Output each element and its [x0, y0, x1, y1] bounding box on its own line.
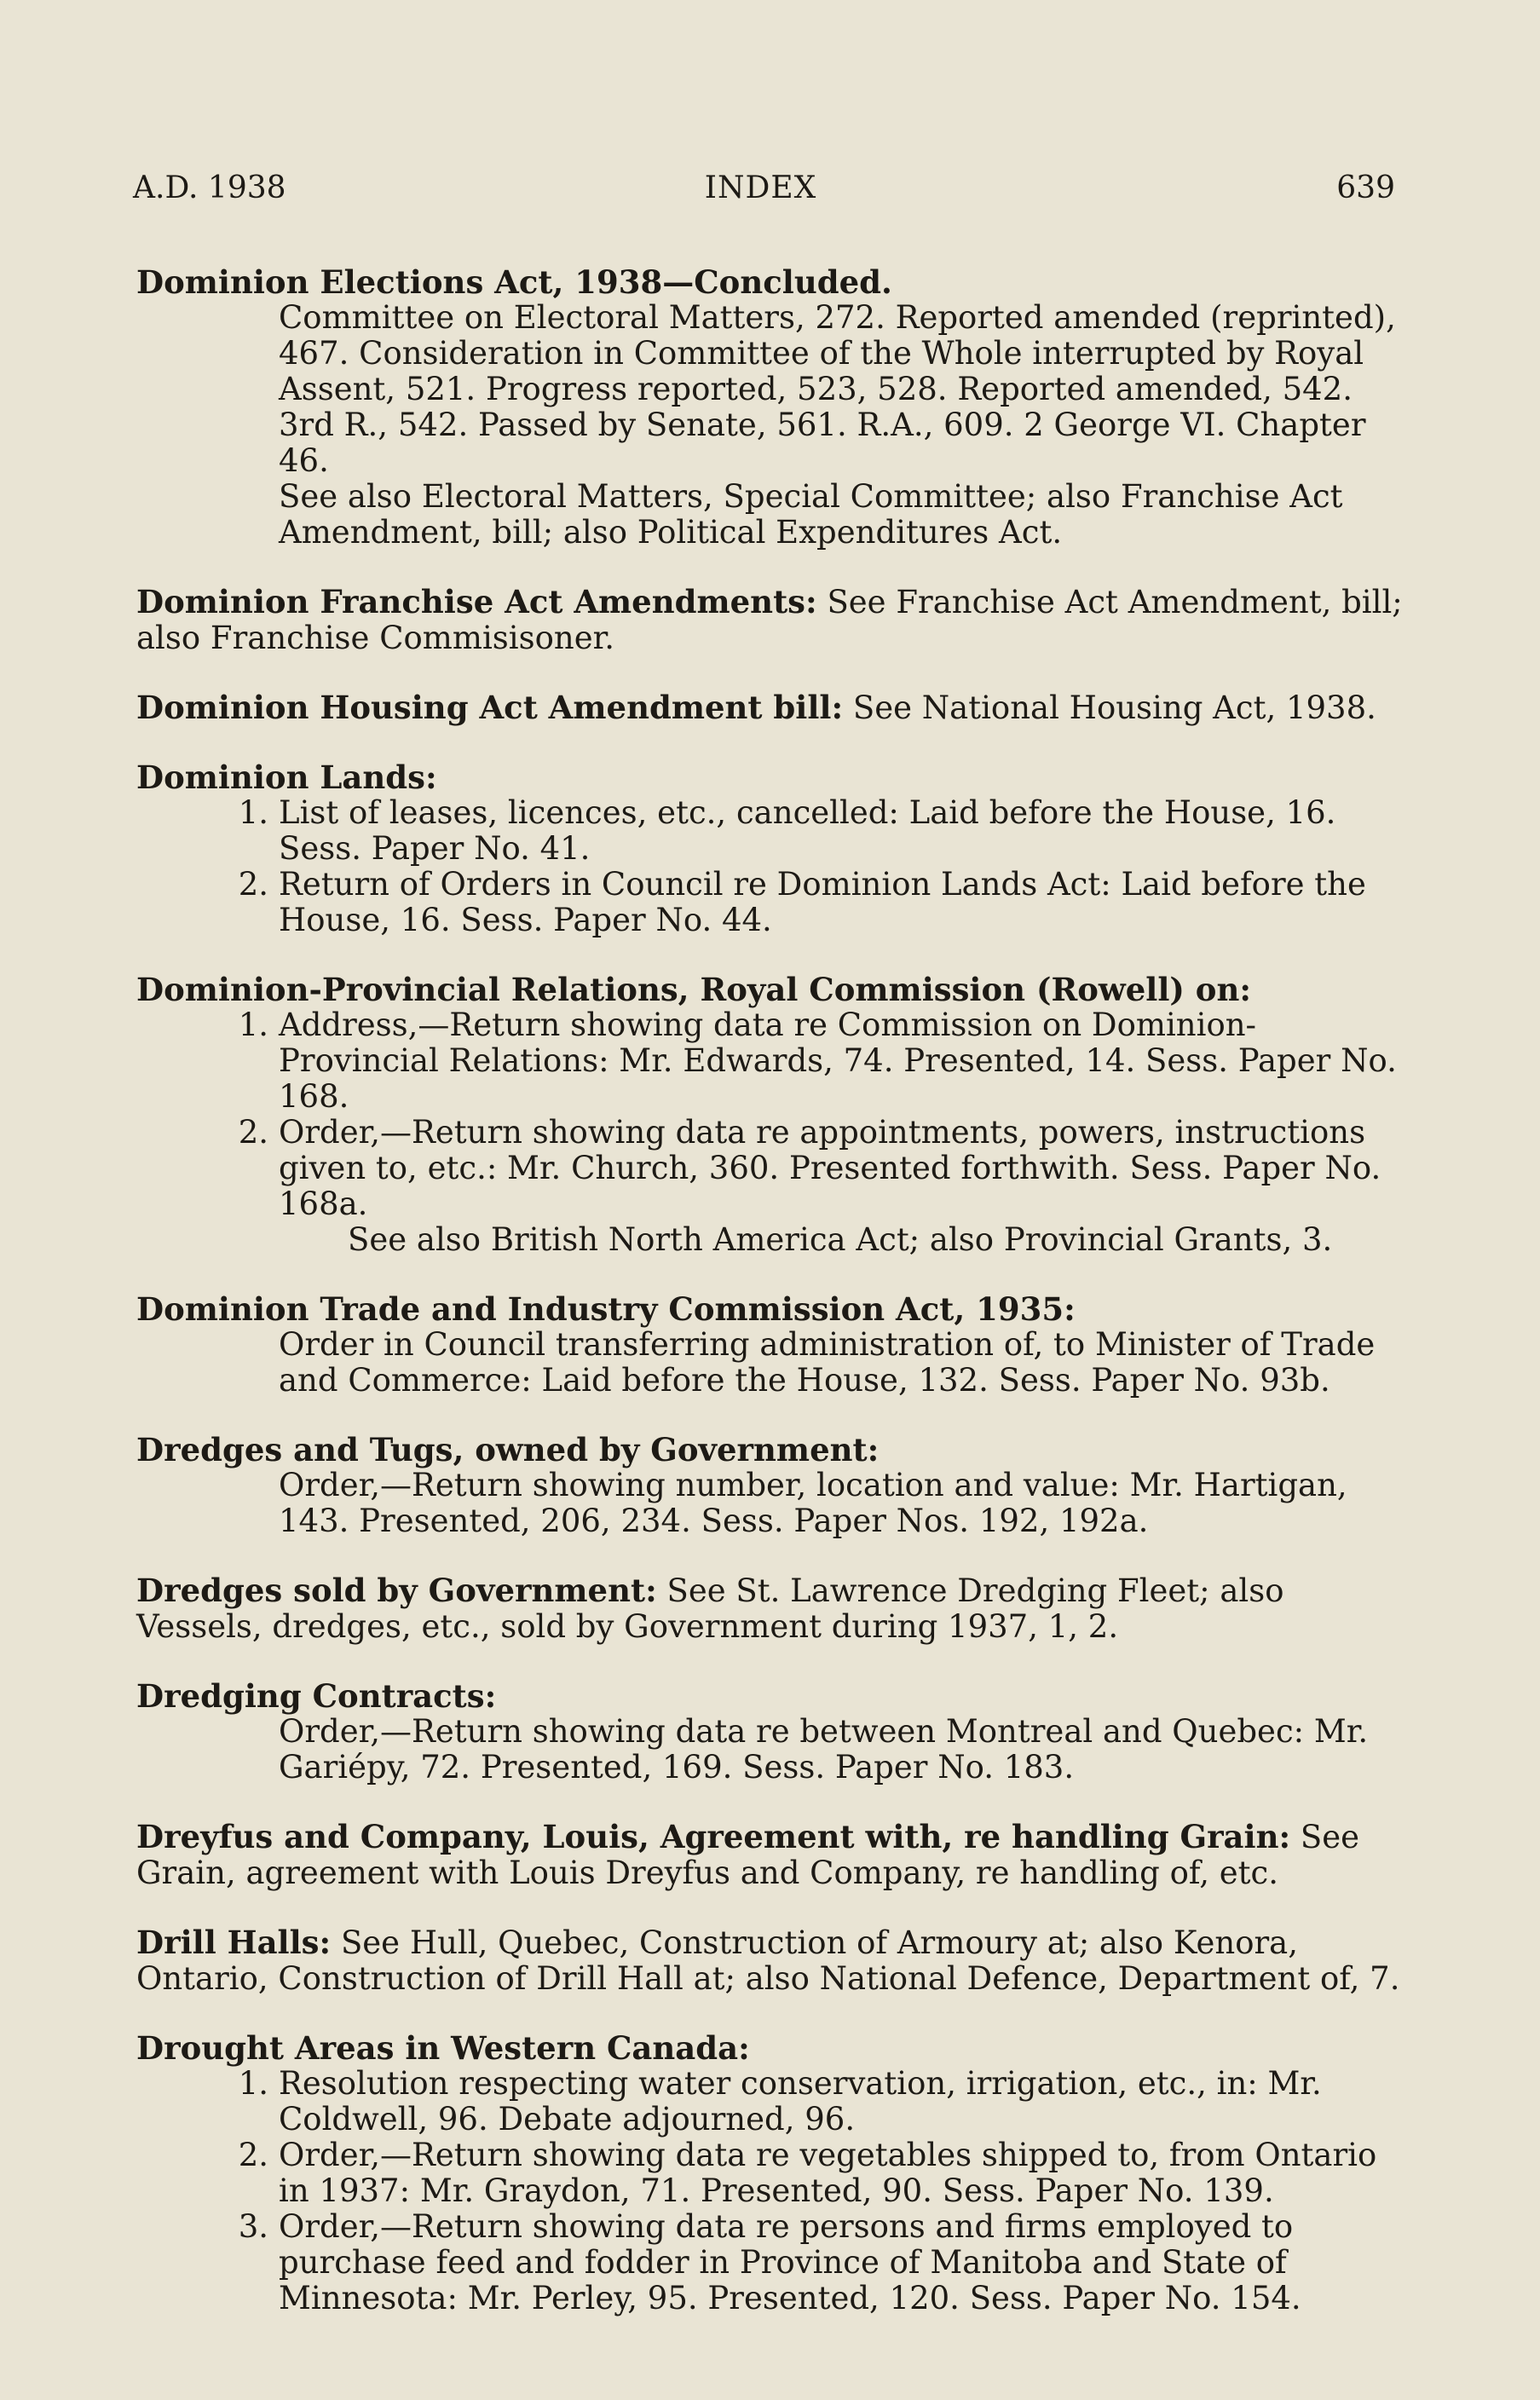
- entry-title: Dominion Lands:: [136, 759, 437, 796]
- index-entry: [136, 1819, 1406, 1891]
- index-entry: [136, 972, 1406, 1258]
- index-entry: [136, 1291, 1406, 1399]
- header-year: A.D. 1938: [133, 170, 286, 205]
- entry-title: Dominion Trade and Industry Commission Act, 1935:: [136, 1290, 1076, 1328]
- entry-item-list: [136, 2066, 1406, 2316]
- item-text: Address,—Return showing data re Commission on Dominion-Provincial Relations: Mr. Edwards, 74. Presented, 14. Sess. Paper No. 168.: [279, 1007, 1397, 1115]
- item-number: 2.: [238, 866, 268, 903]
- item-number: 3.: [238, 2208, 268, 2245]
- index-entry: [136, 759, 1406, 938]
- item-number: 1.: [238, 794, 268, 831]
- index-entry: [136, 2030, 1406, 2316]
- list-item: [238, 2065, 1406, 2138]
- entry-body: Order,—Return showing number, location and value: Mr. Hartigan, 143. Presented, 206, 234. Sess. Paper Nos. 192, 192a.: [279, 1467, 1347, 1539]
- entry-title: Dominion Housing Act Amendment bill:: [136, 689, 844, 726]
- index-entry: [136, 1572, 1406, 1645]
- list-item: [238, 2137, 1406, 2209]
- entry-title: Drill Halls:: [136, 1924, 332, 1961]
- index-entry: [136, 584, 1406, 656]
- list-item: [238, 2208, 1406, 2316]
- entry-cross-reference: See National Housing Act, 1938.: [852, 689, 1376, 726]
- entry-cross-reference: See Franchise Act Amendment, bill; also Franchise Commisisoner.: [136, 584, 1403, 656]
- entry-cross-reference: See Grain, agreement with Louis Dreyfus and Company, re handling of, etc.: [136, 1819, 1360, 1891]
- entry-title: Dominion-Provincial Relations, Royal Commission (Rowell) on:: [136, 971, 1252, 1008]
- entry-title: Dredges and Tugs, owned by Government:: [136, 1431, 880, 1468]
- entry-body: Order,—Return showing data re between Montreal and Quebec: Mr. Gariépy, 72. Presented, 169. Sess. Paper No. 183.: [279, 1713, 1369, 1786]
- index-entry: [136, 1432, 1406, 1539]
- index-content: [136, 264, 1406, 2350]
- index-entry: [136, 264, 1406, 551]
- item-number: 1.: [238, 1007, 268, 1043]
- entry-item-list: [136, 1007, 1406, 1222]
- entry-title: Dreyfus and Company, Louis, Agreement with, re handling Grain:: [136, 1818, 1291, 1855]
- entry-body: Order in Council transferring administration of, to Minister of Trade and Commerce: Laid before the House, 132. Sess. Paper No. 93b.: [279, 1326, 1376, 1399]
- index-entry: [136, 1924, 1406, 1997]
- entry-title: Dredges sold by Government:: [136, 1572, 657, 1609]
- entry-cross-reference: See St. Lawrence Dredging Fleet; also Vessels, dredges, etc., sold by Government during 1937, 1, 2.: [136, 1572, 1284, 1645]
- page-header: [126, 170, 1395, 215]
- item-text: Resolution respecting water conservation, irrigation, etc., in: Mr. Coldwell, 96. Debate adjourned, 96.: [279, 2065, 1322, 2138]
- index-entry: [136, 1678, 1406, 1786]
- entry-item-list: [136, 795, 1406, 938]
- header-title: INDEX: [704, 170, 817, 205]
- index-entry: [136, 689, 1406, 726]
- entry-see-also: See also British North America Act; also Provincial Grants, 3.: [348, 1221, 1333, 1258]
- list-item: [238, 794, 1406, 867]
- item-number: 2.: [238, 1114, 268, 1151]
- entry-body: Committee on Electoral Matters, 272. Reported amended (reprinted), 467. Consideration in Committee of the Whole interrupted by Royal Assent, 521. Progress reported, 523, 528. Reported amended, 542. 3rd R., 542. Passed by Senate, 561. R.A., 609. 2 George VI. Chapter 46.: [279, 299, 1396, 479]
- list-item: [238, 1007, 1406, 1115]
- entry-title: Drought Areas in Western Canada:: [136, 2029, 750, 2067]
- page-number: 639: [1336, 170, 1395, 205]
- item-number: 2.: [238, 2137, 268, 2173]
- entry-title: Dominion Elections Act, 1938—Concluded.: [136, 263, 892, 301]
- entry-cross-reference: See Hull, Quebec, Construction of Armoury at; also Kenora, Ontario, Construction of Drill Hall at; also National Defence, Department of, 7.: [136, 1924, 1400, 1997]
- entry-title: Dominion Franchise Act Amendments:: [136, 583, 817, 620]
- item-text: Order,—Return showing data re persons and firms employed to purchase feed and fodder in Province of Manitoba and State of Minnesota: Mr. Perley, 95. Presented, 120. Sess. Paper No. 154.: [279, 2208, 1301, 2316]
- entry-see-also: See also Electoral Matters, Special Committee; also Franchise Act Amendment, bill; also Political Expenditures Act.: [279, 478, 1343, 551]
- list-item: [238, 866, 1406, 938]
- item-text: Order,—Return showing data re appointments, powers, instructions given to, etc.: Mr. Church, 360. Presented forthwith. Sess. Paper No. 168a.: [279, 1114, 1381, 1222]
- entry-title: Dredging Contracts:: [136, 1677, 497, 1715]
- item-number: 1.: [238, 2065, 268, 2102]
- item-text: Return of Orders in Council re Dominion Lands Act: Laid before the House, 16. Sess. Paper No. 44.: [279, 866, 1366, 938]
- item-text: List of leases, licences, etc., cancelled: Laid before the House, 16. Sess. Paper No. 41.: [279, 794, 1336, 867]
- list-item: [238, 1114, 1406, 1222]
- item-text: Order,—Return showing data re vegetables shipped to, from Ontario in 1937: Mr. Graydon, 71. Presented, 90. Sess. Paper No. 139.: [279, 2137, 1377, 2209]
